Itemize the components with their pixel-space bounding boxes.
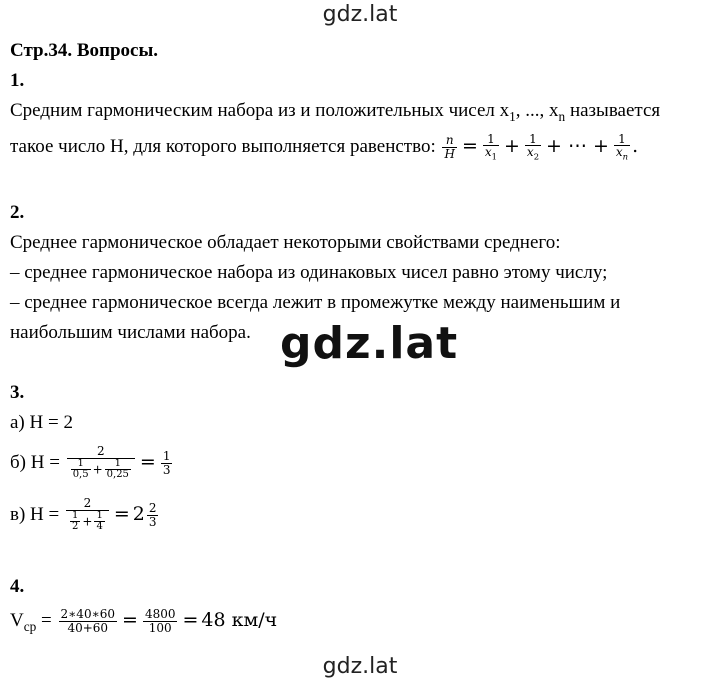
q3-c-fraction: 2 $\frac{1}{2}$ + $\frac{1}{4}$: [66, 497, 109, 533]
q1-frac-n: $\frac{1}{x_n}$: [615, 131, 629, 162]
q1-number: 1.: [10, 70, 25, 91]
q4-formula: $V_{ср}$ = $\frac{2∗40∗60}{40+60}$ = $\frac{4800}{100}$ = 48 км/ч: [10, 606, 278, 635]
q1-frac-2: $\frac{1}{x_2}$: [526, 131, 540, 162]
q4-number: 4.: [10, 576, 25, 597]
q3-number: 3.: [10, 382, 25, 403]
watermark-bottom: gdz.lat: [322, 654, 398, 679]
q2-line2: – среднее гармоническое набора из одинаковых чисел равно этому числу;: [10, 262, 608, 283]
q3-c-result: $\frac{2}{3}$: [148, 500, 157, 529]
q1-line1: [10, 100, 660, 128]
q4-frac-2: $\frac{4800}{100}$: [144, 606, 176, 635]
q2-line4: наибольшим числами набора.: [10, 322, 251, 343]
q3-b-fraction: 2 $\frac{1}{0,5}$ + $\frac{1}{0,25}$: [67, 445, 135, 481]
watermark-middle: gdz.lat: [280, 318, 459, 369]
q1-text-b: , ..., x: [515, 100, 559, 121]
q1-sub-n: n: [558, 108, 566, 124]
q4-frac-1: $\frac{2∗40∗60}{40+60}$: [60, 606, 116, 635]
q4-result: 48 км/ч: [201, 609, 278, 631]
q3-b-result: $\frac{1}{3}$: [162, 448, 171, 477]
q3-c: в) H = 2 $\frac{1}{2}$ + $\frac{1}{4}$ = 2 $\frac{2}{3}$: [10, 496, 157, 533]
q3-b: б) H = 2 $\frac{1}{0,5}$ + $\frac{1}{0,25}$ = $\frac{1}{3}$: [10, 444, 171, 481]
q2-line3: – среднее гармоническое всегда лежит в промежутке между наименьшим и: [10, 292, 621, 313]
page-heading: Стр.34. Вопросы.: [10, 40, 159, 61]
q1-line2: [10, 126, 638, 167]
q2-line1: Среднее гармоническое обладает некоторыми свойствами среднего:: [10, 232, 561, 253]
watermark-top: gdz.lat: [322, 2, 398, 27]
q1-frac-1: $\frac{1}{x_1}$: [484, 131, 497, 162]
q3-a: а) H = 2: [10, 412, 73, 433]
q1-text-c: называется: [565, 100, 661, 121]
q2-number: 2.: [10, 202, 25, 223]
q1-formula: $\frac{n}{H}$ = $\frac{1}{x_1}$ + $\frac{1}{x_2}$ + ⋯ + $\frac{1}{x_n}$ .: [444, 131, 639, 162]
q1-text-a: Средним гармоническим набора из и положительных чисел x: [10, 100, 510, 121]
q1-frac-n-h: $\frac{n}{H}$: [444, 132, 455, 161]
q1-text-2: такое число H, для которого выполняется равенство:: [10, 136, 441, 157]
q1-sub-1: 1: [509, 108, 516, 124]
